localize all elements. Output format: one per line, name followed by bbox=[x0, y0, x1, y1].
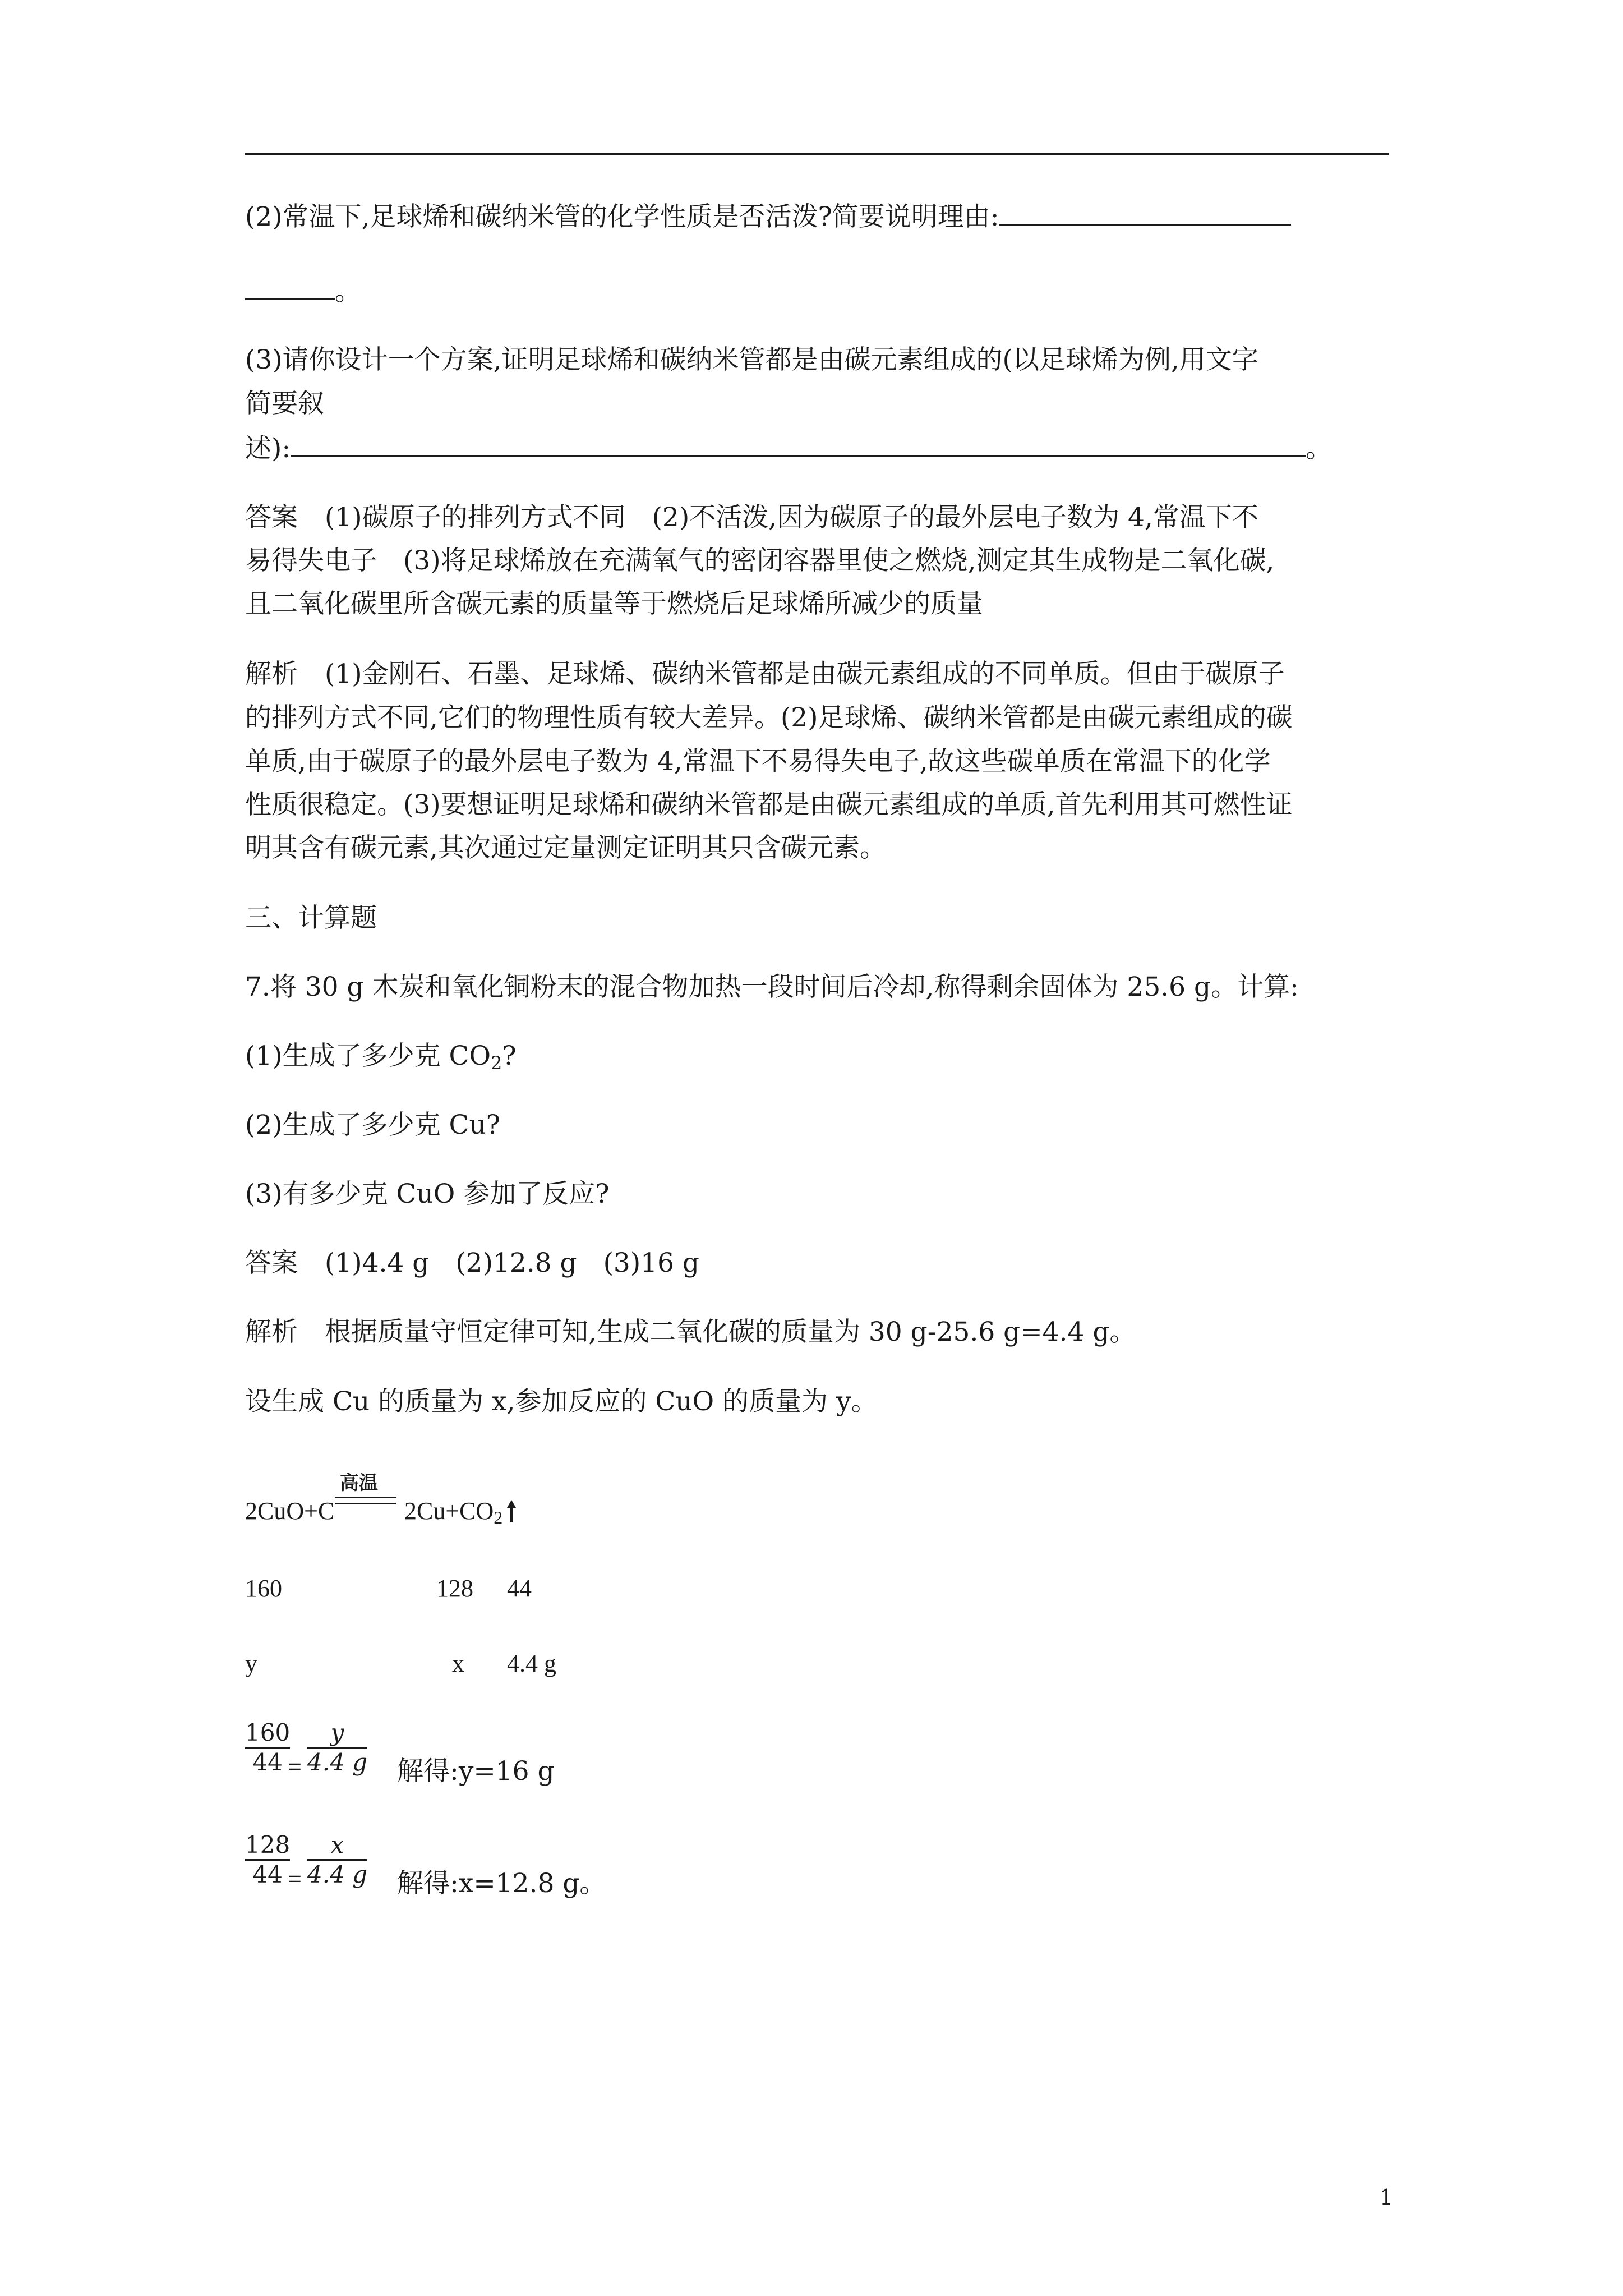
unknown-cuo: y bbox=[245, 1650, 257, 1677]
q6-part3-start: 述): bbox=[245, 433, 291, 464]
q6-analysis-line1 bbox=[245, 657, 1285, 691]
q6-answer-line3: 且二氧化碳里所含碳元素的质量等于燃烧后足球烯所减少的质量 bbox=[245, 588, 983, 619]
fraction2-right-denominator: 4.4 g bbox=[307, 1861, 368, 1888]
fraction2-right bbox=[307, 1832, 367, 1888]
section-heading: 三、计算题 bbox=[245, 903, 377, 933]
q6-answer-text1: (1)碳原子的排列方式不同 (2)不活泼,因为碳原子的最外层电子数为 4,常温下不 bbox=[325, 502, 1258, 533]
q6-part2-blank-cont[interactable] bbox=[245, 274, 335, 300]
fraction1-left-denominator: 44 bbox=[252, 1749, 283, 1776]
equation-left: 2CuO+C bbox=[245, 1497, 335, 1525]
fraction1-left bbox=[245, 1720, 290, 1775]
mass-co2: 44 bbox=[507, 1575, 532, 1602]
unknown-cu: x bbox=[452, 1650, 464, 1677]
fraction2-equals: = bbox=[288, 1865, 302, 1893]
equation-right-text: 2Cu+CO bbox=[404, 1497, 494, 1525]
fraction2-left-numerator: 128 bbox=[245, 1831, 291, 1858]
q7-analysis-text1: 根据质量守恒定律可知,生成二氧化碳的质量为 30 g-25.6 g=4.4 g。 bbox=[325, 1317, 1136, 1347]
fraction1-right-denominator: 4.4 g bbox=[307, 1749, 368, 1776]
fraction2-left bbox=[245, 1832, 290, 1888]
mass-cuo: 160 bbox=[245, 1575, 282, 1602]
q7-sub1-subscript: 2 bbox=[491, 1052, 502, 1074]
q6-answer-line1 bbox=[245, 501, 1258, 535]
header-rule bbox=[245, 153, 1389, 155]
fraction1-right-numerator: y bbox=[330, 1719, 344, 1746]
q7-sub3: (3)有多少克 CuO 参加了反应? bbox=[245, 1179, 610, 1209]
q7-sub1-text: (1)生成了多少克 CO bbox=[245, 1041, 491, 1071]
q7-sub1-end: ? bbox=[502, 1041, 517, 1071]
q6-analysis-line4: 性质很稳定。(3)要想证明足球烯和碳纳米管都是由碳元素组成的单质,首先利用其可燃性证 bbox=[245, 789, 1293, 820]
q7-answer-text: (1)4.4 g (2)12.8 g (3)16 g bbox=[325, 1248, 700, 1278]
fraction1-right bbox=[307, 1720, 367, 1775]
q6-analysis-line5: 明其含有碳元素,其次通过定量测定证明其只含碳元素。 bbox=[245, 832, 886, 863]
unknown-co2: 4.4 g bbox=[507, 1650, 556, 1677]
q6-answer-label: 答案 bbox=[245, 502, 298, 533]
fraction1-left-numerator: 160 bbox=[245, 1719, 291, 1746]
q6-part3-blank[interactable] bbox=[291, 431, 1306, 457]
q6-part3-line3 bbox=[245, 431, 1332, 466]
q6-analysis-line2: 的排列方式不同,它们的物理性质有较大差异。(2)足球烯、碳纳米管都是由碳元素组成的碳 bbox=[245, 702, 1293, 733]
q6-part2-end: 。 bbox=[335, 276, 361, 307]
q6-analysis-label: 解析 bbox=[245, 659, 298, 689]
page-number: 1 bbox=[1380, 2185, 1394, 2210]
q6-answer-line2: 易得失电子 (3)将足球烯放在充满氧气的密闭容器里使之燃烧,测定其生成物是二氧化碳, bbox=[245, 545, 1275, 576]
equation-condition: 高温 bbox=[340, 1472, 378, 1494]
q7-analysis-line2: 设生成 Cu 的质量为 x,参加反应的 CuO 的质量为 y。 bbox=[245, 1386, 878, 1417]
fraction1-result: 解得:y=16 g bbox=[397, 1756, 555, 1787]
q6-part2-text: (2)常温下,足球烯和碳纳米管的化学性质是否活泼?简要说明理由: bbox=[245, 201, 999, 232]
equation-reaction-sign bbox=[335, 1497, 396, 1504]
q6-part2-continuation bbox=[245, 274, 361, 309]
fraction1-equals: = bbox=[288, 1753, 302, 1780]
q7-sub1 bbox=[245, 1039, 517, 1080]
equation-right bbox=[404, 1496, 515, 1533]
equation-right-subscript: 2 bbox=[494, 1507, 503, 1527]
q6-part2-blank[interactable] bbox=[999, 199, 1291, 226]
q7-answer-line bbox=[245, 1246, 699, 1280]
q6-part3-line2: 简要叙 bbox=[245, 388, 324, 419]
q6-part3-line1: (3)请你设计一个方案,证明足球烯和碳纳米管都是由碳元素组成的(以足球烯为例,用文字 bbox=[245, 344, 1258, 375]
q7-sub2: (2)生成了多少克 Cu? bbox=[245, 1110, 500, 1140]
gas-up-arrow-icon bbox=[508, 1500, 515, 1522]
q7-answer-label: 答案 bbox=[245, 1248, 298, 1278]
q6-part3-end: 。 bbox=[1306, 433, 1332, 464]
q6-analysis-line3: 单质,由于碳原子的最外层电子数为 4,常温下不易得失电子,故这些碳单质在常温下的化学 bbox=[245, 746, 1271, 777]
fraction2-right-numerator: x bbox=[330, 1831, 344, 1858]
fraction2-result: 解得:x=12.8 g。 bbox=[397, 1868, 606, 1899]
q6-part2-line bbox=[245, 199, 1291, 234]
fraction2-left-denominator: 44 bbox=[252, 1861, 283, 1888]
q7-stem: 7.将 30 g 木炭和氧化铜粉末的混合物加热一段时间后冷却,称得剩余固体为 25.6 g。计算: bbox=[245, 972, 1299, 1002]
q7-analysis-label: 解析 bbox=[245, 1317, 298, 1347]
mass-cu: 128 bbox=[436, 1575, 473, 1602]
q6-analysis-text1: (1)金刚石、石墨、足球烯、碳纳米管都是由碳元素组成的不同单质。但由于碳原子 bbox=[325, 659, 1285, 689]
q7-analysis-line1 bbox=[245, 1315, 1136, 1349]
